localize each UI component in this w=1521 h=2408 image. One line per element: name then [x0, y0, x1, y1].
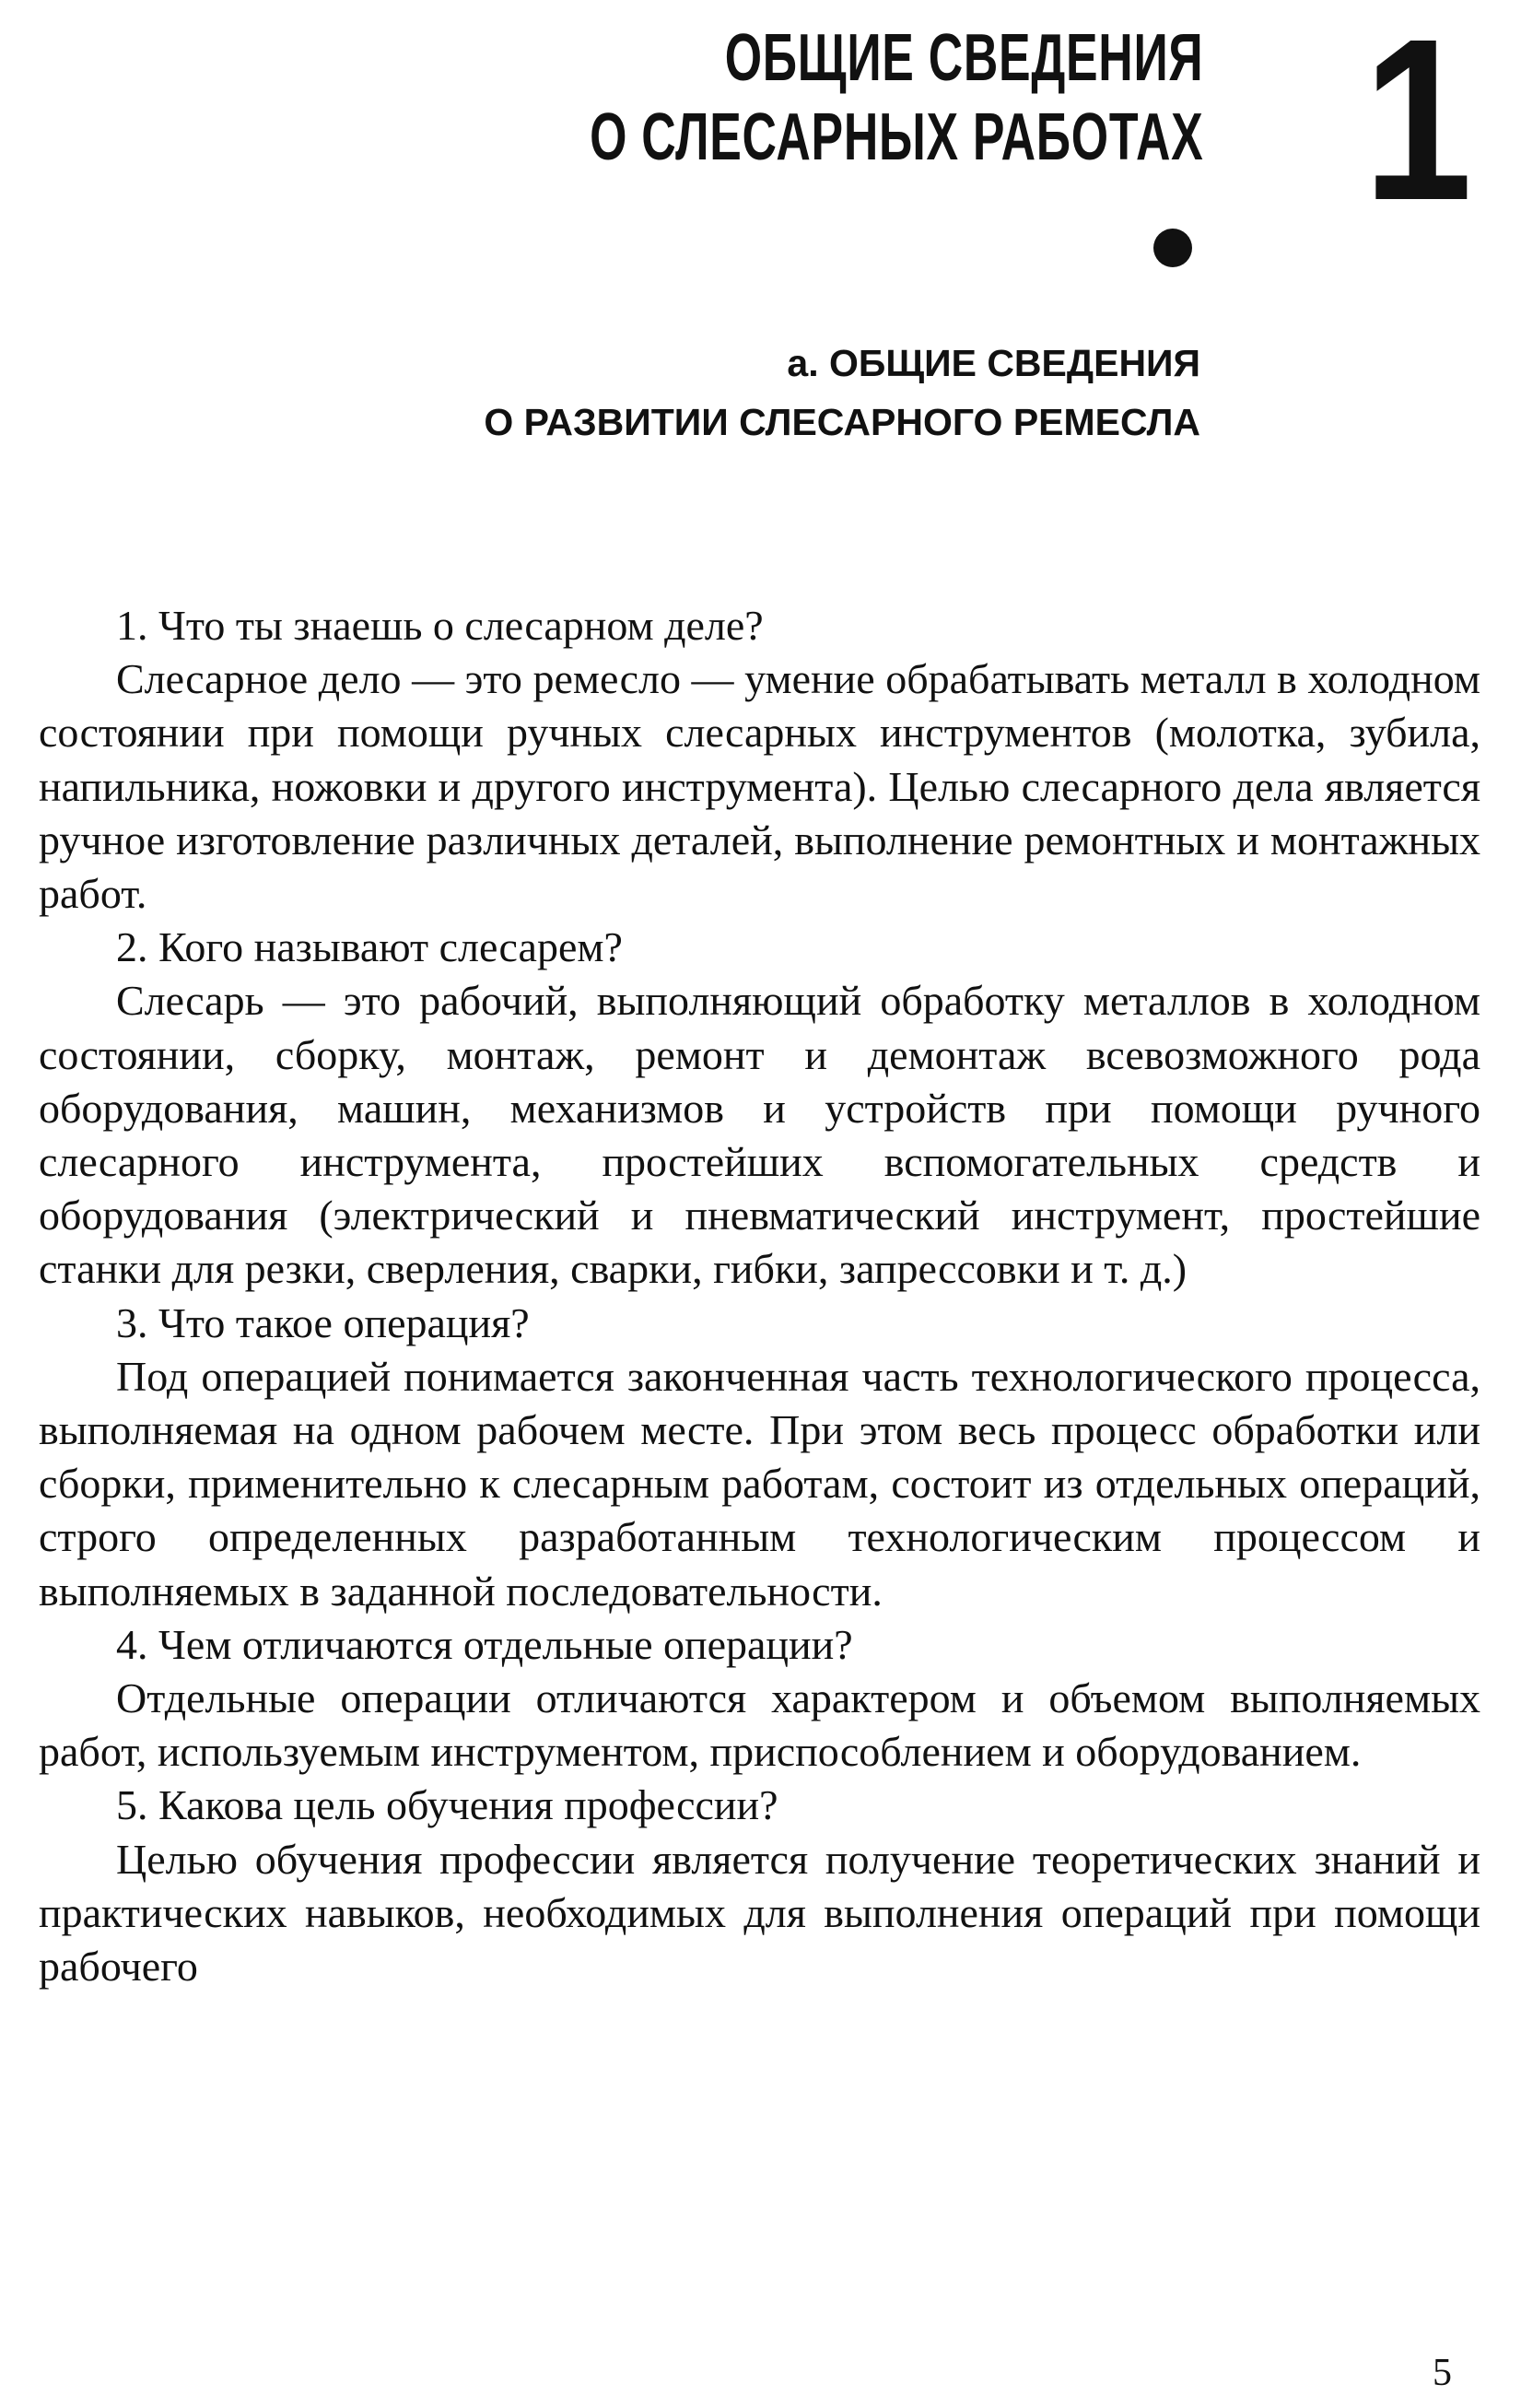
body-text [39, 599, 1480, 1993]
question-5: 5. Какова цель обучения профессии? [116, 1781, 778, 1829]
chapter-title-line-1: ОБЩИЕ СВЕДЕНИЯ [724, 21, 1203, 95]
bullet-dot-icon [1153, 229, 1192, 267]
question-3: 3. Что такое операция? [116, 1298, 530, 1346]
answer-3: Под операцией понимается законченная часть технологического процесса, выполняемая на одном рабочем месте. При этом весь процесс обработки или сборки, применительно к слесарным работам, состоит из отдельных операций, строго определенных разработанным технологическим процессом и выполняемых в заданной последовательности. [39, 1352, 1480, 1615]
section-heading [484, 334, 1200, 452]
question-2: 2. Кого называют слесарем? [116, 923, 623, 971]
section-heading-line-2: О РАЗВИТИИ СЛЕСАРНОГО РЕМЕСЛА [484, 401, 1200, 443]
question-4: 4. Чем отличаются отдельные операции? [116, 1620, 853, 1668]
question-1: 1. Что ты знаешь о слесарном деле? [116, 602, 764, 649]
chapter-title [590, 18, 1203, 177]
answer-1: Слесарное дело — это ремесло — умение обрабатывать металл в холодном состоянии при помощи ручных слесарных инструментов (молотка, зубила, напильника, ножовки и другого инструмента). Целью слесарного дела является ручное изготовление различных деталей, выполнение ремонтных и монтажных работ. [39, 655, 1480, 918]
page-number: 5 [1433, 2352, 1452, 2394]
section-heading-line-1: а. ОБЩИЕ СВЕДЕНИЯ [787, 342, 1200, 384]
answer-4: Отдельные операции отличаются характером и объемом выполняемых работ, используемым инструментом, приспособлением и оборудованием. [39, 1674, 1480, 1776]
chapter-title-line-2: О СЛЕСАРНЫХ РАБОТАХ [589, 100, 1203, 174]
answer-2: Слесарь — это рабочий, выполняющий обработку металлов в холодном состоянии, сборку, монтаж, ремонт и демонтаж всевозможного рода оборудования, машин, механизмов и устройств при помощи ручного слесарного инструмента, простейших вспомогательных средств и оборудования (электрический и пневматический инструмент, простейшие станки для резки, сверления, сварки, гибки, запрессовки и т. д.) [39, 977, 1480, 1293]
chapter-number: 1 [1363, 0, 1473, 248]
answer-5: Целью обучения профессии является получение теоретических знаний и практических навыков, необходимых для выполнения операций при помощи рабочего [39, 1835, 1480, 1991]
